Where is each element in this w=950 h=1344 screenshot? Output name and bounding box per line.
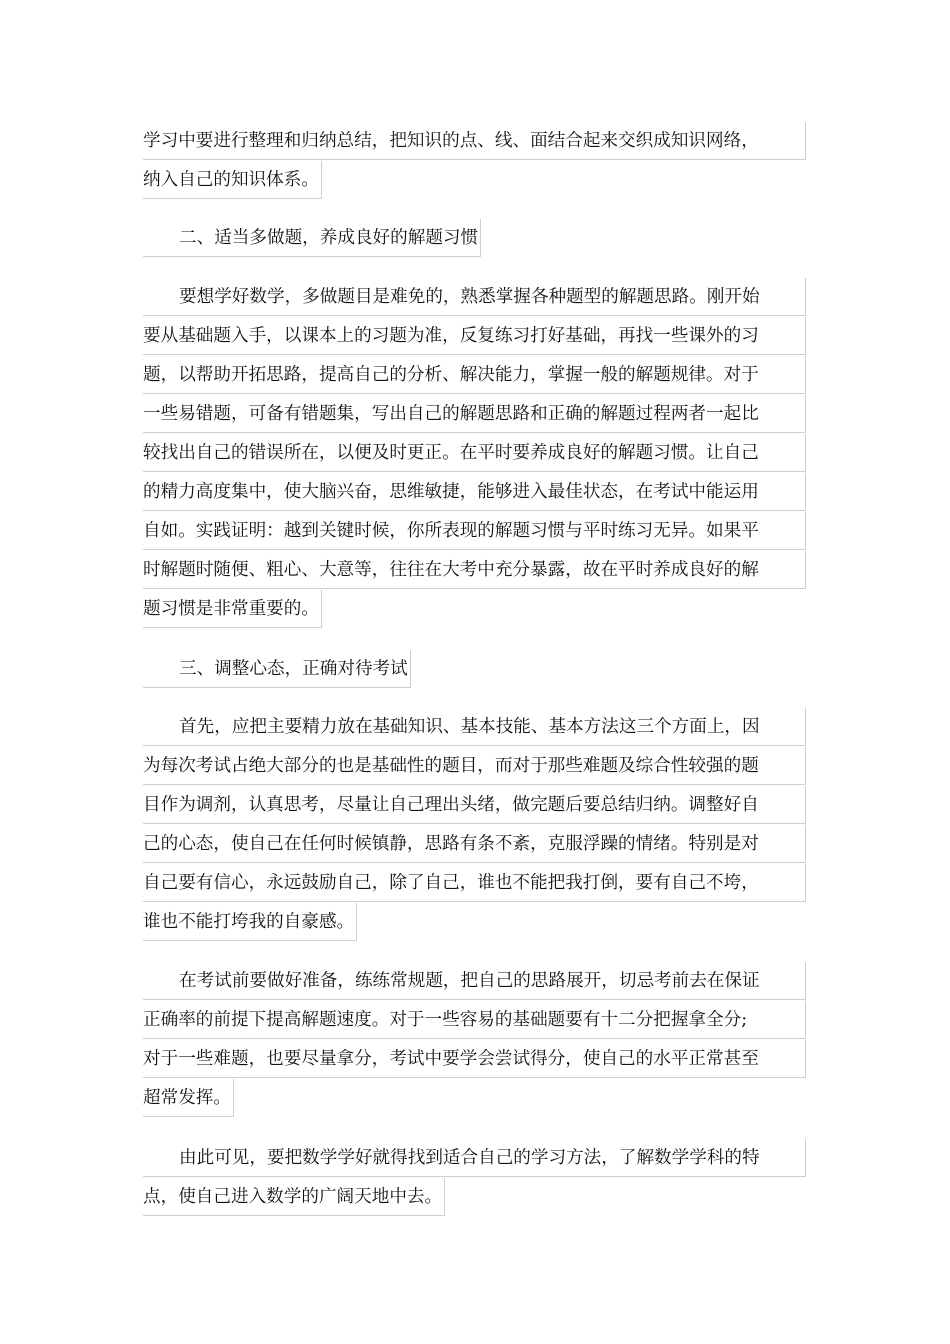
text-line: 超常发挥。 bbox=[143, 1079, 234, 1117]
section-heading-2 bbox=[143, 219, 481, 258]
text-line: 自如。实践证明：越到关键时候，你所表现的解题习惯与平时练习无异。如果平 bbox=[143, 512, 806, 550]
text-line: 纳入自己的知识体系。 bbox=[143, 161, 322, 199]
heading-text: 二、适当多做题，养成良好的解题习惯 bbox=[143, 219, 481, 257]
heading-text: 三、调整心态，正确对待考试 bbox=[143, 650, 411, 688]
text-line: 题，以帮助开拓思路，提高自己的分析、解决能力，掌握一般的解题规律。对于 bbox=[143, 356, 806, 394]
text-line: 为每次考试占绝大部分的也是基础性的题目，而对于那些难题及综合性较强的题 bbox=[143, 747, 806, 785]
text-line: 的精力高度集中，使大脑兴奋，思维敏捷，能够进入最佳状态，在考试中能运用 bbox=[143, 473, 806, 511]
paragraph-mindset bbox=[143, 708, 806, 942]
text-line: 首先，应把主要精力放在基础知识、基本技能、基本方法这三个方面上，因 bbox=[143, 708, 806, 746]
text-line: 由此可见，要把数学学好就得找到适合自己的学习方法，了解数学学科的特 bbox=[143, 1139, 806, 1177]
text-line: 时解题时随便、粗心、大意等，往往在大考中充分暴露，故在平时养成良好的解 bbox=[143, 551, 806, 589]
text-line: 学习中要进行整理和归纳总结，把知识的点、线、面结合起来交织成知识网络， bbox=[143, 122, 806, 160]
text-line: 己的心态，使自己在任何时候镇静，思路有条不紊，克服浮躁的情绪。特别是对 bbox=[143, 825, 806, 863]
paragraph-practice bbox=[143, 278, 806, 629]
paragraph-conclusion bbox=[143, 1139, 806, 1217]
text-line: 题习惯是非常重要的。 bbox=[143, 590, 322, 628]
text-line: 自己要有信心，永远鼓励自己，除了自己，谁也不能把我打倒，要有自己不垮， bbox=[143, 864, 806, 902]
text-line: 要想学好数学，多做题目是难免的，熟悉掌握各种题型的解题思路。刚开始 bbox=[143, 278, 806, 316]
text-line: 在考试前要做好准备，练练常规题，把自己的思路展开，切忌考前去在保证 bbox=[143, 962, 806, 1000]
text-line: 较找出自己的错误所在，以便及时更正。在平时要养成良好的解题习惯。让自己 bbox=[143, 434, 806, 472]
text-line: 目作为调剂，认真思考，尽量让自己理出头绪，做完题后要总结归纳。调整好自 bbox=[143, 786, 806, 824]
text-line: 要从基础题入手，以课本上的习题为准，反复练习打好基础，再找一些课外的习 bbox=[143, 317, 806, 355]
text-line: 一些易错题，可备有错题集，写出自己的解题思路和正确的解题过程两者一起比 bbox=[143, 395, 806, 433]
text-line: 对于一些难题，也要尽量拿分，考试中要学会尝试得分，使自己的水平正常甚至 bbox=[143, 1040, 806, 1078]
text-line: 谁也不能打垮我的自豪感。 bbox=[143, 903, 357, 941]
text-line: 点，使自己进入数学的广阔天地中去。 bbox=[143, 1178, 445, 1216]
paragraph-exam-prep bbox=[143, 962, 806, 1118]
section-heading-3 bbox=[143, 650, 411, 689]
text-line: 正确率的前提下提高解题速度。对于一些容易的基础题要有十二分把握拿全分; bbox=[143, 1001, 806, 1039]
paragraph-intro-continuation bbox=[143, 122, 806, 200]
